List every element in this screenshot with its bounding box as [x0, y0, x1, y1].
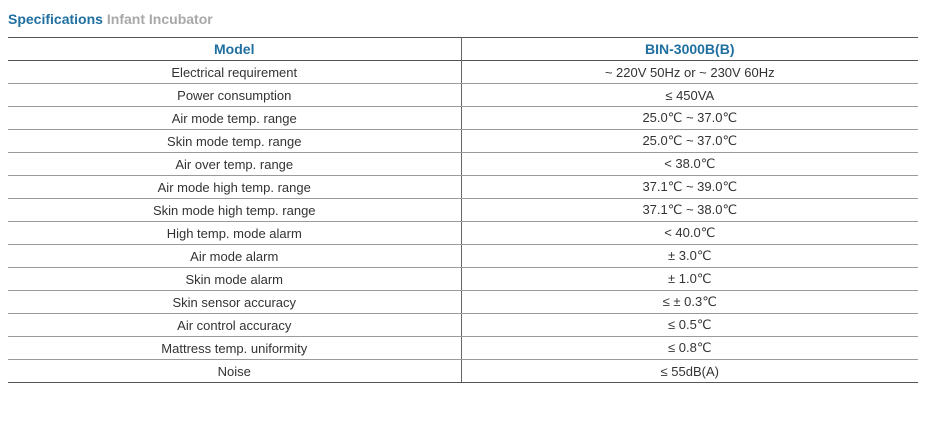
table-row [8, 360, 918, 383]
table-row [8, 222, 918, 245]
spec-parameter-cell: Skin mode temp. range [8, 130, 461, 153]
spec-value-cell: ± 3.0℃ [461, 245, 918, 268]
spec-parameter-cell: Air mode high temp. range [8, 176, 461, 199]
table-row [8, 291, 918, 314]
title-primary: Specifications [8, 11, 103, 27]
spec-value-cell: ≤ 0.8℃ [461, 337, 918, 360]
table-row [8, 314, 918, 337]
spec-value-cell: ≤ 55dB(A) [461, 360, 918, 383]
table-header-row [8, 38, 918, 61]
spec-parameter-cell: Skin mode alarm [8, 268, 461, 291]
table-row [8, 107, 918, 130]
table-row [8, 153, 918, 176]
page-title [8, 11, 213, 27]
spec-parameter-cell: Electrical requirement [8, 61, 461, 84]
spec-parameter-cell: High temp. mode alarm [8, 222, 461, 245]
spec-value-cell: 25.0℃ ~ 37.0℃ [461, 130, 918, 153]
spec-value-cell: ≤ 0.5℃ [461, 314, 918, 337]
table-body [8, 61, 918, 383]
spec-parameter-cell: Skin sensor accuracy [8, 291, 461, 314]
spec-value-cell: < 38.0℃ [461, 153, 918, 176]
spec-value-cell: ± 1.0℃ [461, 268, 918, 291]
table-row [8, 176, 918, 199]
table-row [8, 130, 918, 153]
column-header-model-value: BIN-3000B(B) [645, 41, 735, 57]
specifications-table [8, 37, 918, 383]
spec-value-cell: ~ 220V 50Hz or ~ 230V 60Hz [461, 61, 918, 84]
spec-parameter-cell: Power consumption [8, 84, 461, 107]
spec-parameter-cell: Air mode temp. range [8, 107, 461, 130]
spec-parameter-cell: Noise [8, 360, 461, 383]
table-row [8, 84, 918, 107]
spec-parameter-cell: Air mode alarm [8, 245, 461, 268]
spec-value-cell: < 40.0℃ [461, 222, 918, 245]
spec-parameter-cell: Air over temp. range [8, 153, 461, 176]
title-secondary: Infant Incubator [106, 11, 213, 27]
column-header-parameter: Model [8, 38, 461, 61]
table-row [8, 268, 918, 291]
spec-value-cell: 37.1℃ ~ 38.0℃ [461, 199, 918, 222]
spec-parameter-cell: Air control accuracy [8, 314, 461, 337]
spec-value-cell: 25.0℃ ~ 37.0℃ [461, 107, 918, 130]
table-row [8, 337, 918, 360]
spec-value-cell: ≤ 450VA [461, 84, 918, 107]
spec-parameter-cell: Skin mode high temp. range [8, 199, 461, 222]
spec-value-cell: ≤ ± 0.3℃ [461, 291, 918, 314]
table-row [8, 245, 918, 268]
spec-parameter-cell: Mattress temp. uniformity [8, 337, 461, 360]
spec-value-cell: 37.1℃ ~ 39.0℃ [461, 176, 918, 199]
table-row [8, 61, 918, 84]
table-row [8, 199, 918, 222]
